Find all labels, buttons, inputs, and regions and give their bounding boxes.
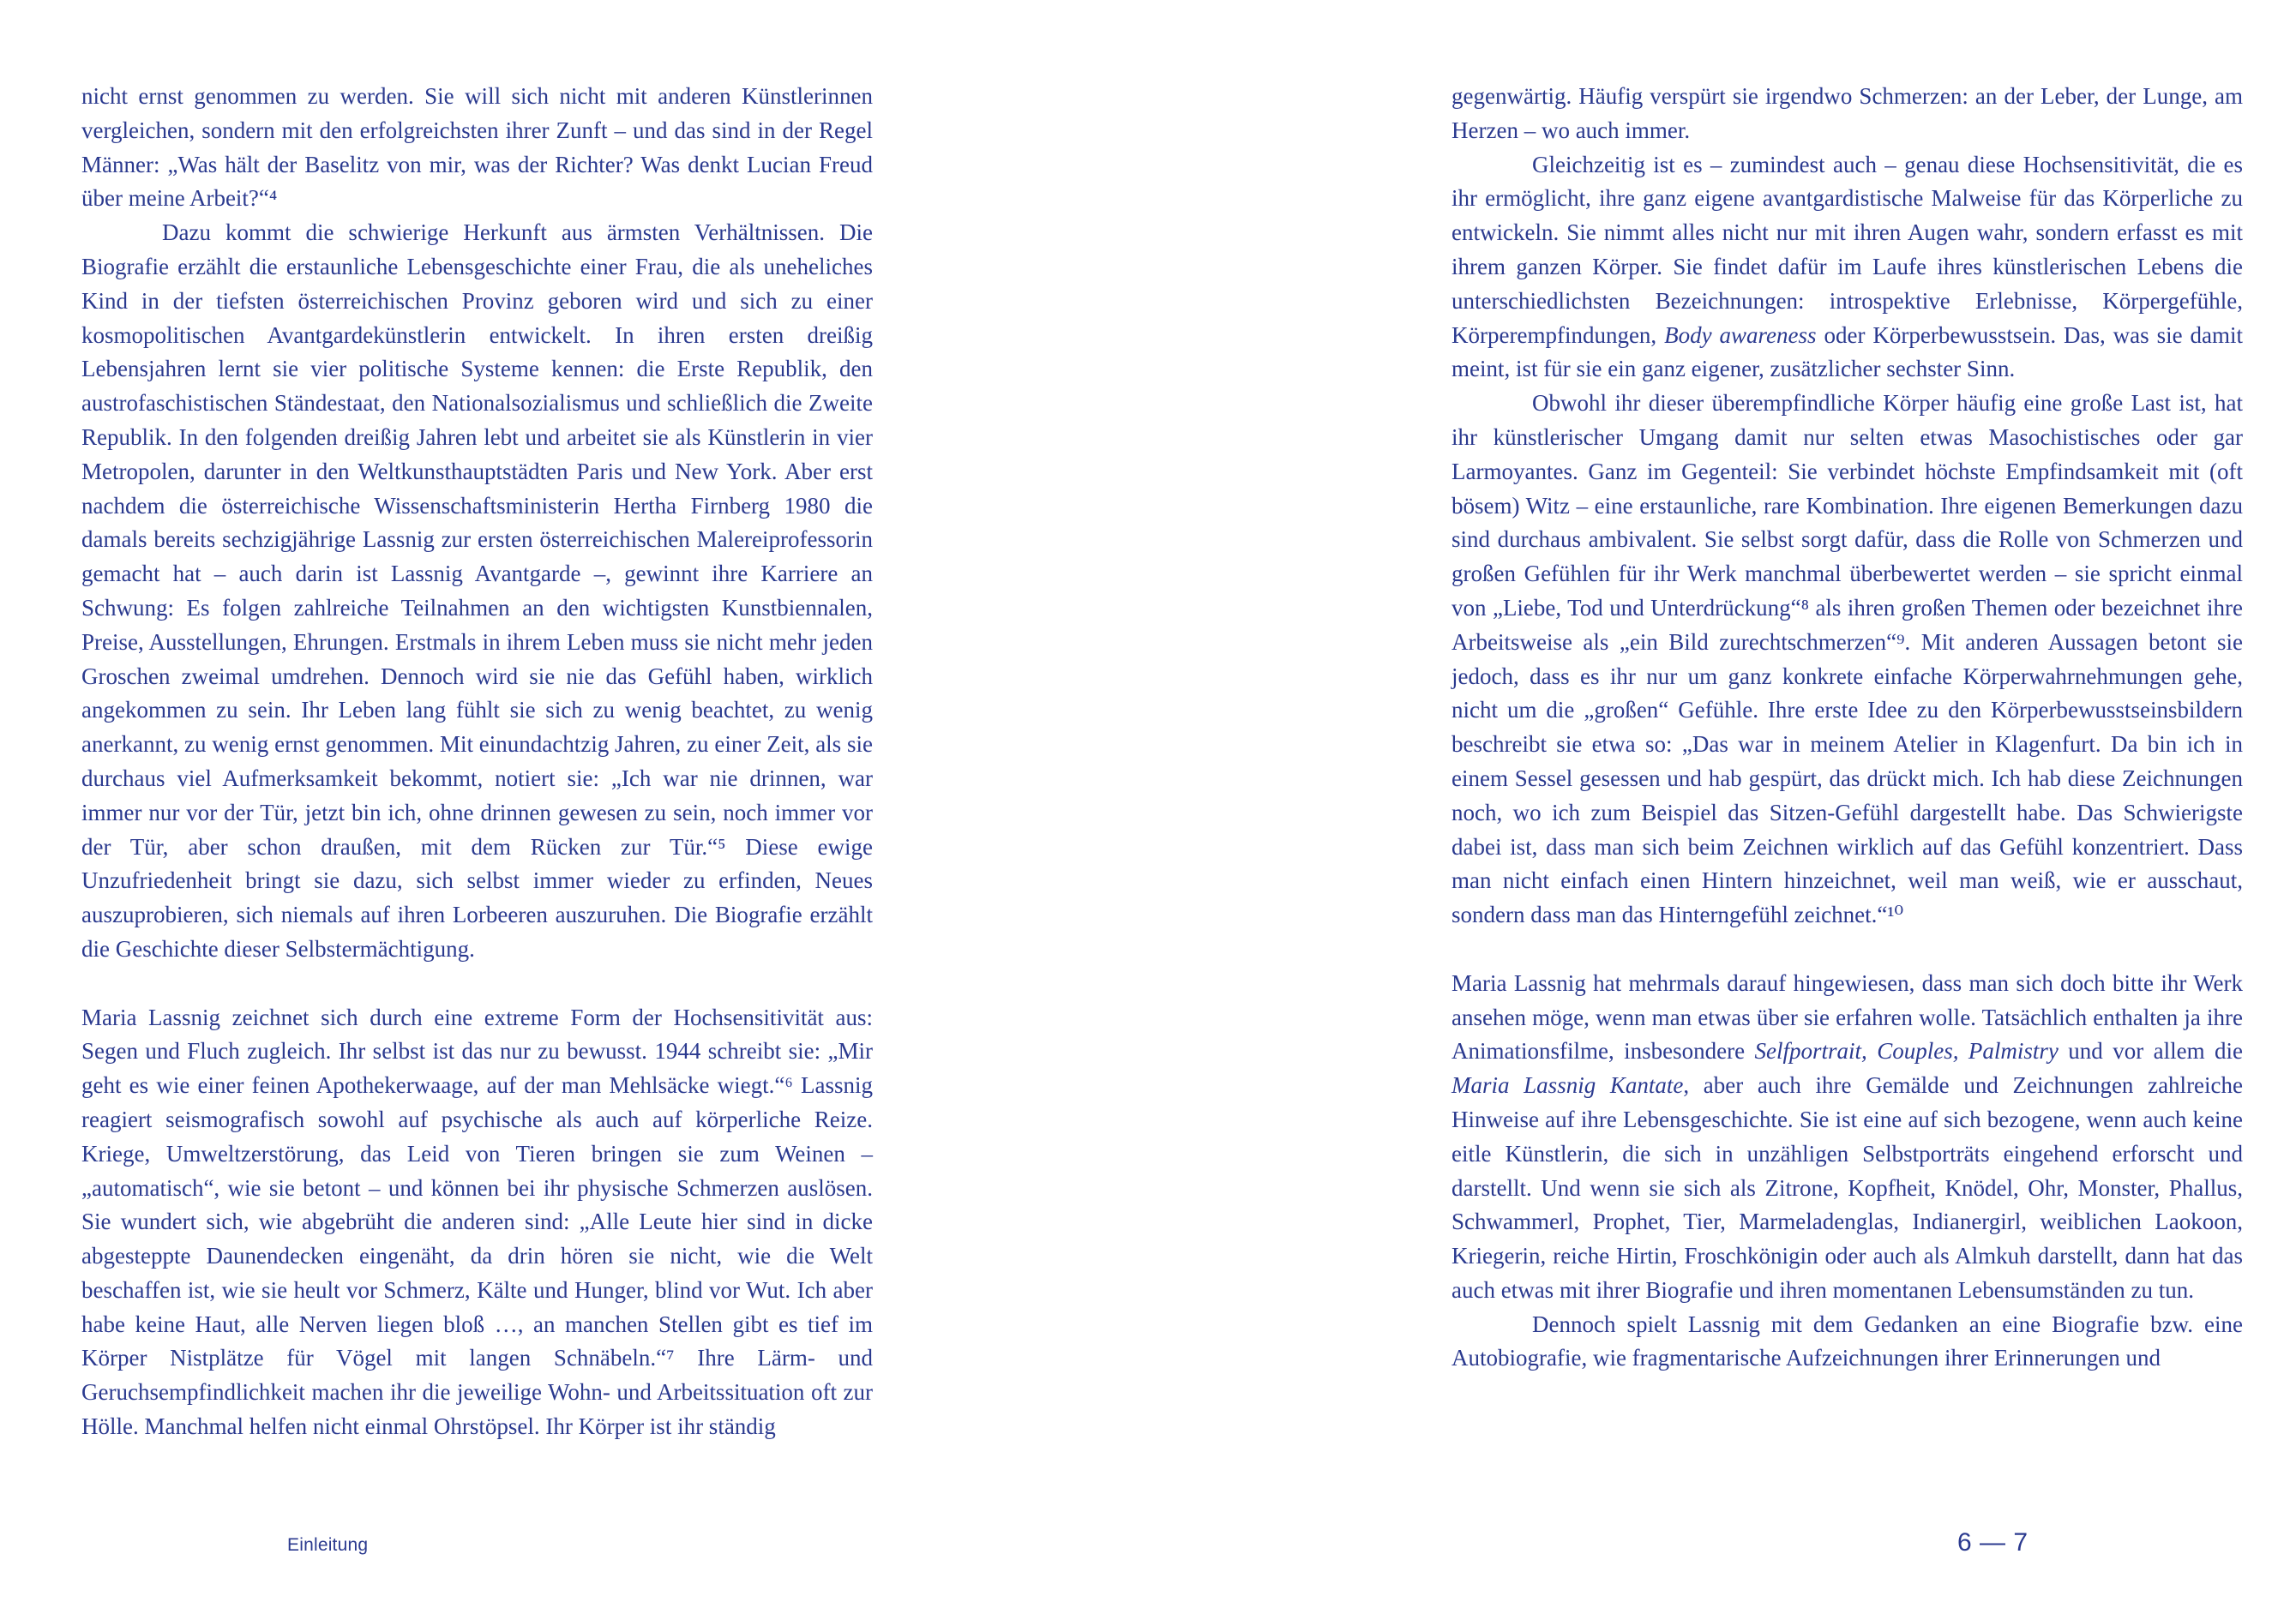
paragraph bbox=[1452, 967, 2243, 1308]
right-page bbox=[1148, 0, 2296, 1620]
running-footer-section: Einleitung bbox=[287, 1535, 369, 1555]
text-run: und vor allem die bbox=[2068, 1038, 2243, 1065]
text-run: , aber auch ihre Gemälde und Zeichnungen zahlreiche Hinweise auf ihre Lebensgeschichte. Sie ist eine auf sich bezogene, wenn auch keine eitle Künstlerin, die sich in unzähligen Selbstporträts eingehend erforscht und darstellt. Und wenn sie sich als Zitrone, Kopfheit, Knödel, Ohr, Monster, Phallus, Schwammerl, Prophet, Tier, Marmeladenglas, Indianergirl, weiblichen Laokoon, Kriegerin, reiche Hirtin, Froschkönigin oder auch als Almkuh darstellt, dann hat das auch etwas mit ihrer Biografie und ihren momentanen Lebensumständen zu tun. bbox=[1452, 1072, 2244, 1303]
paragraph bbox=[1452, 148, 2243, 387]
paragraph: Dazu kommt die schwierige Herkunft aus ärmsten Verhältnissen. Die Biografie erzählt die erstaunliche Lebensgeschichte einer Frau, die als uneheliches Kind in der tiefsten österreichischen Provinz geboren wird und sich zu einer kosmopolitischen Avantgardekünstlerin entwickelt. In ihren ersten dreißig Lebensjahren lernt sie vier politische Systeme kennen: die Erste Republik, den austrofaschistischen Ständestaat, den Nationalsozialismus und schließlich die Zweite Republik. In den folgenden dreißig Jahren lebt und arbeitet sie als Künstlerin in vier Metropolen, darunter in den Weltkunsthauptstädten Paris und New York. Aber erst nachdem die österreichische Wissenschaftsministerin Hertha Firnberg 1980 die damals bereits sechzigjährige Lassnig zur ersten österreichischen Malereiprofessorin gemacht hat – auch darin ist Lassnig Avantgarde –, gewinnt ihre Karriere an Schwung: Es folgen zahlreiche Teilnahmen an den wichtigsten Kunstbiennalen, Preise, Ausstellungen, Ehrungen. Erstmals in ihrem Leben muss sie nicht mehr jeden Groschen zweimal umdrehen. Dennoch wird sie nie das Gefühl haben, wirklich angekommen zu sein. Ihr Leben lang fühlt sie sich zu wenig beachtet, zu wenig anerkannt, zu wenig ernst genommen. Mit einundachtzig Jahren, zu einer Zeit, als sie durchaus viel Aufmerksamkeit bekommt, notiert sie: „Ich war nie drinnen, war immer nur vor der Tür, jetzt bin ich, ohne drinnen gewesen zu sein, noch immer vor der Tür, aber schon draußen, mit dem Rücken zur Tür.“⁵ Diese ewige Unzufriedenheit bringt sie dazu, sich selbst immer wieder zu erfinden, Neues auszuprobieren, sich niemals auf ihren Lorbeeren auszuruhen. Die Biografie erzählt die Geschichte dieser Selbstermächtigung. bbox=[81, 219, 873, 962]
italic-title: Maria Lassnig Kantate bbox=[1452, 1072, 1684, 1099]
paragraph: Dennoch spielt Lassnig mit dem Gedanken an eine Biografie bzw. eine Autobiografie, wie fragmentarische Aufzeichnungen ihrer Erinnerungen und bbox=[1452, 1311, 2243, 1371]
text-run: Maria Lassnig hat mehrmals darauf hingewiesen, dass man sich doch bitte ihr Werk ansehen möge, wenn man etwas über sie erfahren wolle. Tatsächlich enthalten ja ihre Animationsfilme, insbesondere bbox=[1452, 969, 2243, 1065]
text-run: Gleichzeitig ist es – zumindest auch – genau diese Hochsensitivität, die es ihr ermöglicht, ihre ganz eigene avantgardistische Malweise für das Körperliche zu entwickeln. Sie nimmt alles nicht nur mit ihren Augen wahr, sondern erfasst es mit ihrem ganzen Körper. Sie findet dafür im Laufe ihres künstlerischen Lebens die unterschiedlichsten Bezeichnungen: introspektive Erlebnisse, Körpergefühle, Körperempfindungen, bbox=[1452, 151, 2243, 348]
italic-term: Body awareness bbox=[1664, 321, 1817, 348]
paragraph: Maria Lassnig zeichnet sich durch eine extreme Form der Hochsensitivität aus: Segen und Fluch zugleich. Ihr selbst ist das nur zu bewusst. 1944 schreibt sie: „Mir geht es wie einer feinen Apothekerwaage, auf der man Mehlsäcke wiegt.“⁶ Lassnig reagiert seismografisch sowohl auf psychische als auch auf körperliche Reize. Kriege, Umweltzerstörung, das Leid von Tieren bringen sie zum Weinen – „automatisch“, wie sie betont – und können bei ihr physische Schmerzen auslösen. Sie wundert sich, wie abgebrüht die anderen sind: „Alle Leute hier sind in dicke abgesteppte Daunendecken eingenäht, da drin hören sie nicht, wie die Welt beschaffen ist, wie sie heult vor Schmerz, Kälte und Hunger, blind vor Wut. Ich aber habe keine Haut, alle Nerven liegen bloß …, an manchen Stellen gibt es tief im Körper Nistplätze für Vögel mit langen Schnäbeln.“⁷ Ihre Lärm- und Geruchsempfindlichkeit machen ihr die jeweilige Wohn- und Arbeitssituation oft zur Hölle. Manchmal helfen nicht einmal Ohrstöpsel. Ihr Körper ist ihr ständig bbox=[81, 1004, 873, 1440]
italic-titles: Selfportrait, Couples, Palmistry bbox=[1754, 1038, 2059, 1065]
page-numbers: 6 — 7 bbox=[1957, 1528, 2029, 1557]
paragraph: gegenwärtig. Häufig verspürt sie irgendwo Schmerzen: an der Leber, der Lunge, am Herzen – wo auch immer. bbox=[1452, 83, 2243, 143]
left-text-column bbox=[81, 80, 873, 1444]
paragraph: nicht ernst genommen zu werden. Sie will sich nicht mit anderen Künstlerinnen vergleichen, sondern mit den erfolgreichsten ihrer Zunft – und das sind in der Regel Männer: „Was hält der Baselitz von mir, was der Richter? Was denkt Lucian Freud über meine Arbeit?“⁴ bbox=[81, 83, 873, 212]
right-text-column bbox=[1452, 80, 2243, 1376]
text-run: oder Körperbewusstsein. Das, was sie damit meint, ist für sie ein ganz eigener, zusätzlicher sechster Sinn. bbox=[1452, 321, 2243, 382]
paragraph: Obwohl ihr dieser überempfindliche Körper häufig eine große Last ist, hat ihr künstlerischer Umgang damit nur selten etwas Masochistisches oder gar Larmoyantes. Ganz im Gegenteil: Sie verbindet höchste Empfindsamkeit mit (oft bösem) Witz – eine erstaunliche, rare Kombination. Ihre eigenen Bemerkungen dazu sind durchaus ambivalent. Sie selbst sorgt dafür, dass die Rolle von Schmerzen und großen Gefühlen für ihr Werk manchmal überbewertet werden – sie spricht einmal von „Liebe, Tod und Unterdrückung“⁸ als ihren großen Themen oder bezeichnet ihre Arbeitsweise als „ein Bild zurechtschmerzen“⁹. Mit anderen Aussagen betont sie jedoch, dass es ihr nur um ganz konkrete einfache Körperwahrnehmungen gehe, nicht um die „großen“ Gefühle. Ihre erste Idee zu den Körperbewusstseinsbildern beschreibt sie etwa so: „Das war in meinem Atelier in Klagenfurt. Da bin ich in einem Sessel gesessen und hab gespürt, das drückt mich. Ich hab diese Zeichnungen noch, wo ich zum Beispiel das Sitzen-Gefühl dargestellt habe. Das Schwierigste dabei ist, dass man sich beim Zeichnen wirklich auf das Gefühl konzentriert. Dass man nicht einfach einen Hintern hinzeichnet, weil man weiß, wie er ausschaut, sondern dass man das Hinterngefühl zeichnet.“¹⁰ bbox=[1452, 390, 2243, 928]
